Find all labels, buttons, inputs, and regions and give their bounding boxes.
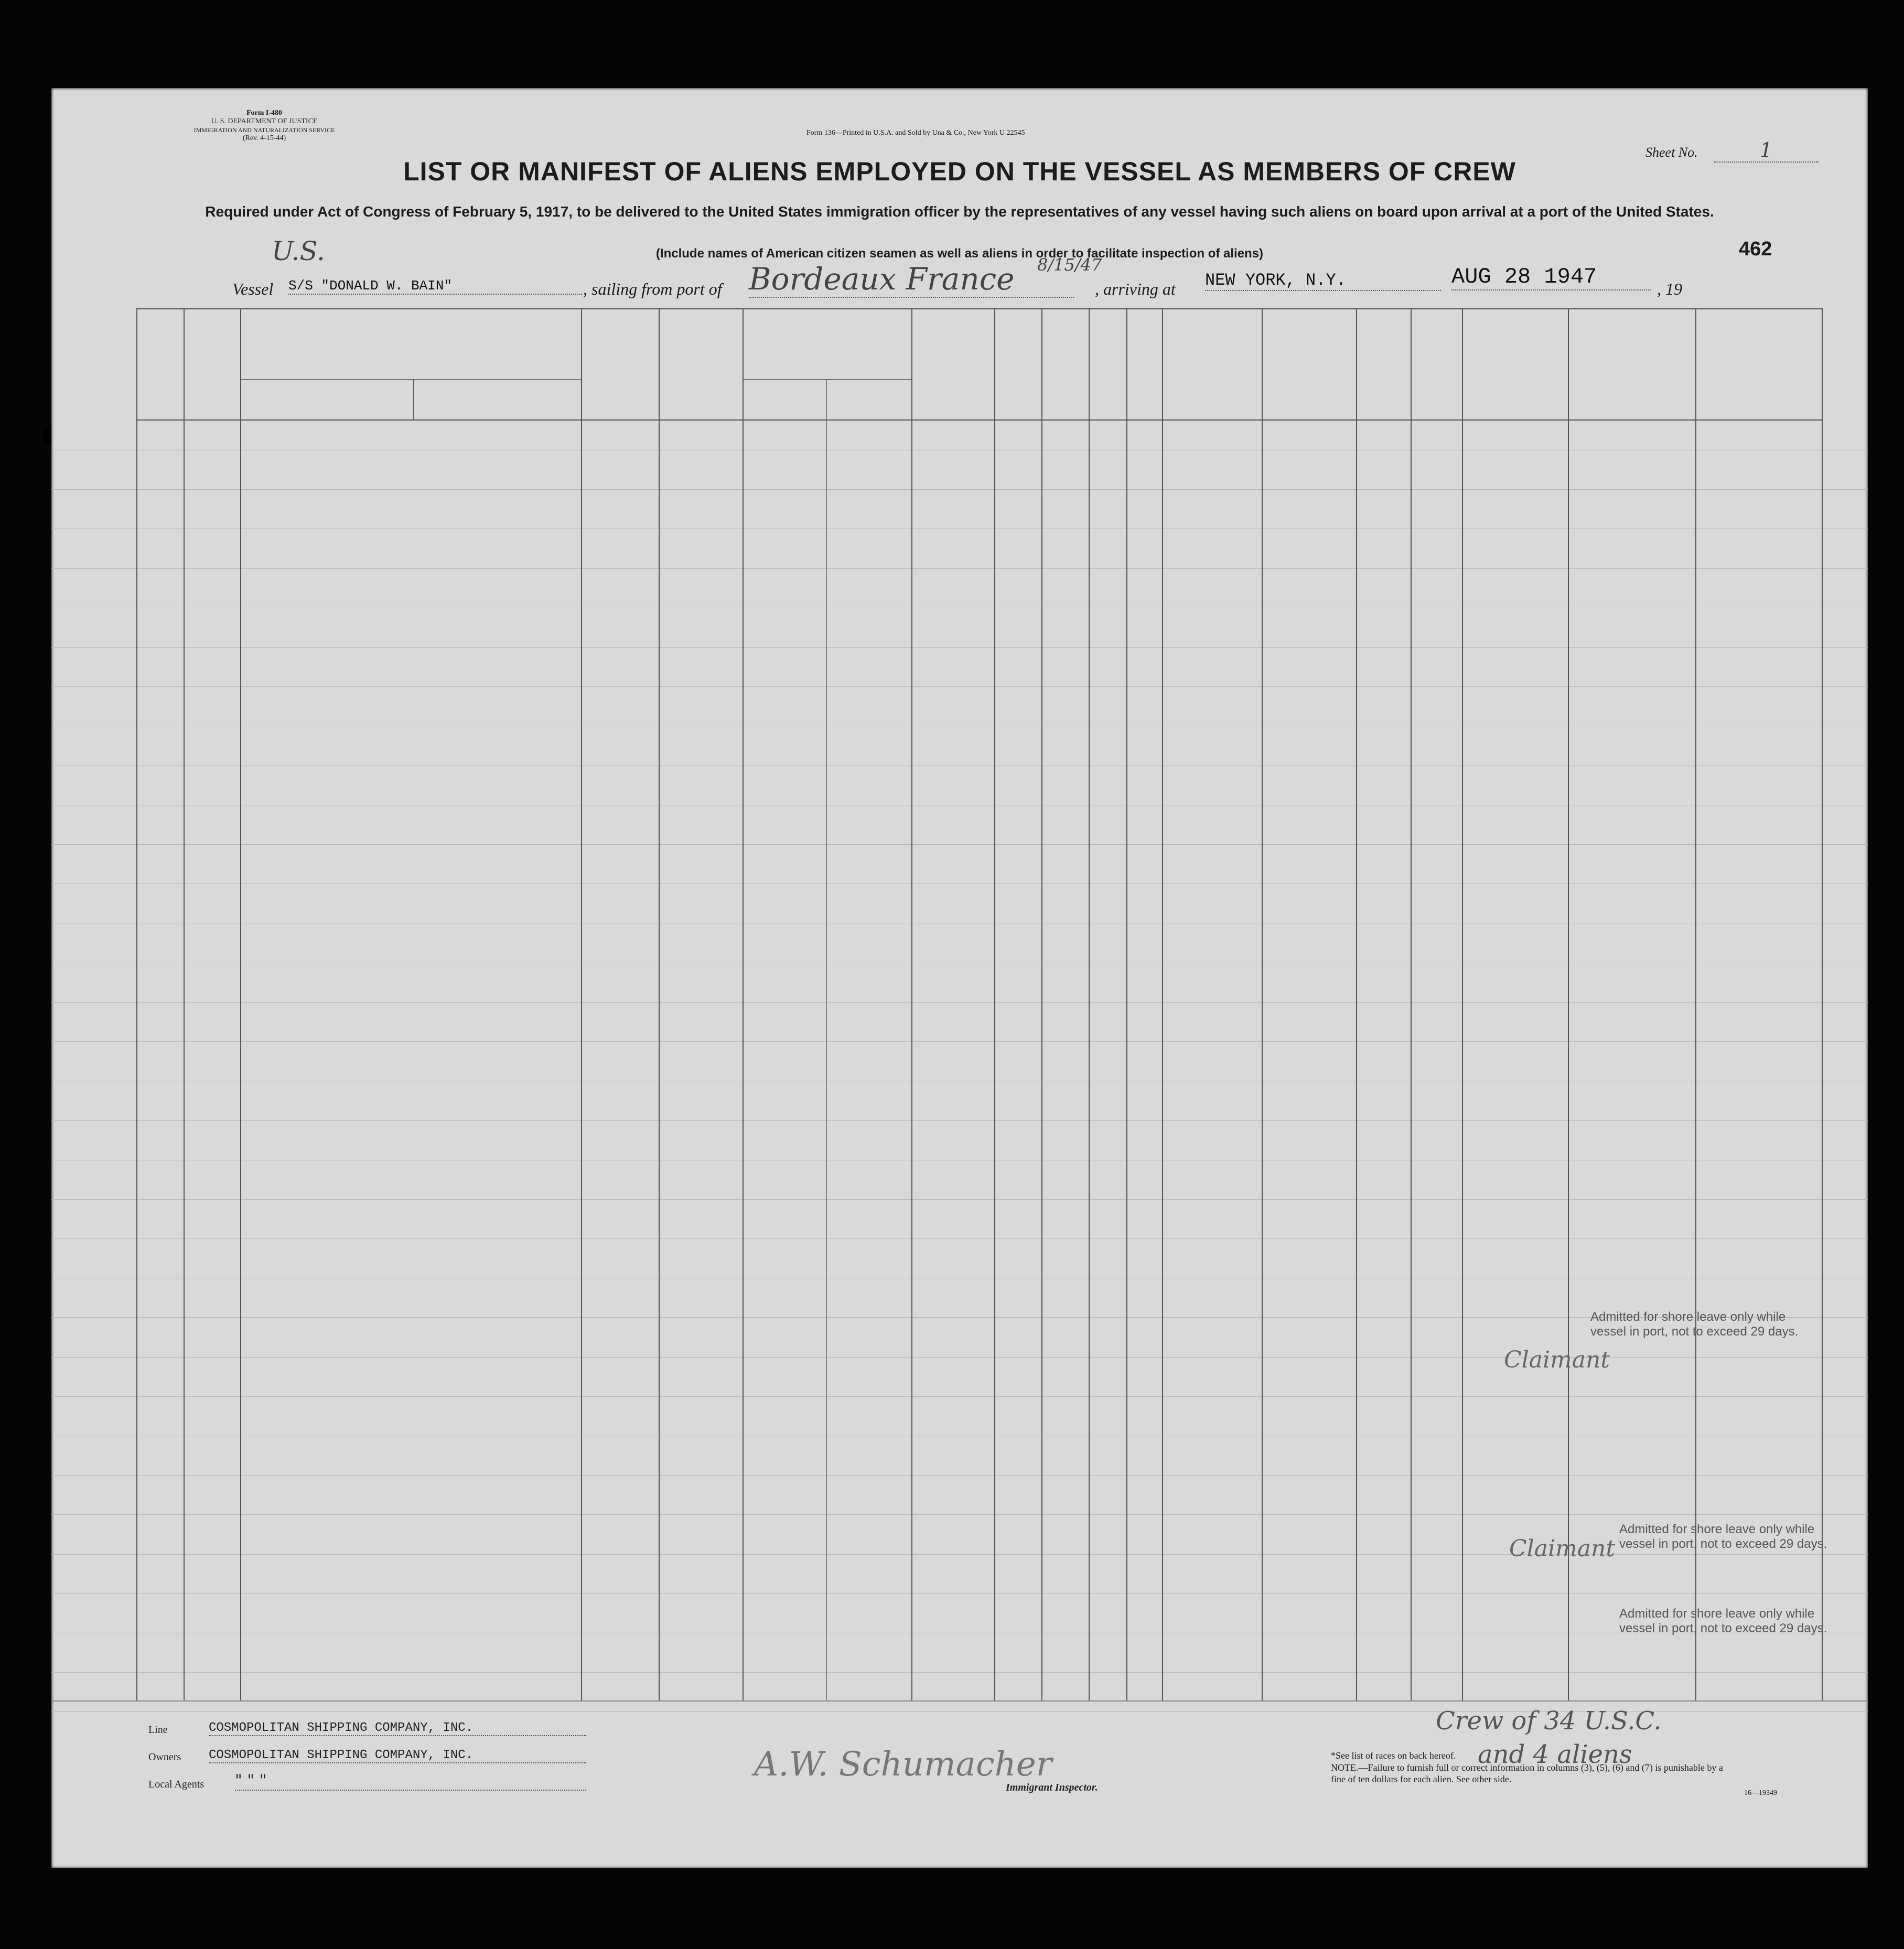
column-line xyxy=(581,308,582,1700)
column-line xyxy=(184,308,185,1700)
line-label: Line xyxy=(148,1724,168,1736)
column-line xyxy=(1089,308,1090,1700)
column-line xyxy=(1262,308,1263,1700)
name-subheader-line xyxy=(240,379,581,380)
column-line xyxy=(1411,308,1412,1700)
owners-value: COSMOPOLITAN SHIPPING COMPANY, INC. xyxy=(209,1748,586,1763)
ruled-line xyxy=(51,686,1868,687)
ruled-line xyxy=(51,1120,1868,1121)
arriving-label: , arriving at xyxy=(1095,279,1176,298)
page-number: 462 xyxy=(1739,238,1772,260)
ruled-line xyxy=(51,1041,1868,1042)
ruled-line xyxy=(51,1475,1868,1476)
port-from: Bordeaux France xyxy=(749,261,1074,298)
crew-count-note: and 4 aliens xyxy=(1478,1740,1632,1769)
line-value: COSMOPOLITAN SHIPPING COMPANY, INC. xyxy=(209,1721,586,1736)
column-line xyxy=(1126,308,1127,1700)
ruled-line xyxy=(51,568,1868,569)
printer-note: Form 136—Printed in U.S.A. and Sold by Una & Co., New York U 22545 xyxy=(806,129,1025,137)
arriving-port: NEW YORK, N.Y. xyxy=(1205,271,1441,291)
ruled-line xyxy=(51,1396,1868,1397)
include-note: (Include names of American citizen seamen as well as aliens in order to facilitate inspection of aliens) xyxy=(655,246,1264,261)
shore-leave-stamp: Admitted for shore leave only while vessel in port, not to exceed 29 days. xyxy=(1619,1522,1827,1551)
arrival-date-stamp: AUG 28 1947 xyxy=(1451,264,1651,290)
ruled-line xyxy=(51,1672,1868,1673)
crew-table xyxy=(51,88,1868,1868)
service-name: IMMIGRATION AND NATURALIZATION SERVICE xyxy=(193,126,335,134)
ruled-line xyxy=(51,844,1868,845)
column-line xyxy=(136,308,137,1700)
agents-value: " " " xyxy=(235,1771,586,1791)
form-code: 16—19349 xyxy=(1744,1789,1777,1797)
column-line xyxy=(1695,308,1696,1700)
table-top-line xyxy=(136,308,1822,309)
sailing-label: , sailing from port of xyxy=(583,279,722,298)
department: U. S. DEPARTMENT OF JUSTICE xyxy=(211,117,318,125)
ruled-line xyxy=(51,1514,1868,1515)
shipped-divider xyxy=(826,379,827,1700)
vessel-name: S/S "DONALD W. BAIN" xyxy=(288,278,582,295)
races-note: *See list of races on back hereof. xyxy=(1331,1750,1456,1761)
crew-count-note: Crew of 34 U.S.C. xyxy=(1436,1706,1662,1736)
header-bottom-line xyxy=(136,419,1822,421)
ruled-line xyxy=(51,489,1868,490)
claimant-mark: Claimant xyxy=(1504,1347,1610,1373)
shore-leave-stamp: Admitted for shore leave only while vessel in port, not to exceed 29 days. xyxy=(1590,1310,1799,1339)
year-label: , 19 xyxy=(1657,279,1682,298)
shore-leave-stamp: Admitted for shore leave only while vessel in port, not to exceed 29 days. xyxy=(1619,1607,1827,1635)
column-line xyxy=(1041,308,1042,1700)
column-line xyxy=(1462,308,1463,1700)
form-number: Form I-480 xyxy=(246,109,283,117)
vessel-label: Vessel xyxy=(232,279,274,298)
column-line xyxy=(240,308,241,1700)
revision: (Rev. 4-15-44) xyxy=(242,134,286,142)
agents-label: Local Agents xyxy=(148,1779,205,1790)
manifest-sheet xyxy=(51,88,1868,1868)
us-mark: U.S. xyxy=(272,236,325,266)
column-line xyxy=(659,308,660,1700)
ruled-line xyxy=(51,647,1868,648)
column-line xyxy=(1162,308,1163,1700)
sheet-no: 1 xyxy=(1714,138,1819,163)
inspector-signature: A.W. Schumacher xyxy=(754,1745,1052,1784)
column-line xyxy=(911,308,912,1700)
inspector-label: Immigrant Inspector. xyxy=(1006,1782,1098,1793)
ruled-line xyxy=(51,1002,1868,1003)
column-line xyxy=(1356,308,1357,1700)
owners-label: Owners xyxy=(148,1751,181,1763)
ruled-line xyxy=(51,1593,1868,1594)
sheet-no-label: Sheet No. xyxy=(1645,145,1698,160)
column-line xyxy=(1568,308,1569,1700)
column-line xyxy=(743,308,744,1700)
manifest-title: LIST OR MANIFEST OF ALIENS EMPLOYED ON THE VESSEL AS MEMBERS OF CREW xyxy=(403,157,1516,186)
claimant-mark: Claimant xyxy=(1509,1535,1616,1562)
required-statement: Required under Act of Congress of February 5, 1917, to be delivered to the United States immigration officer by the representatives of any vessel having such aliens on board upon arrival at a port of the United States. xyxy=(205,203,1714,220)
penalty-note: NOTE.—Failure to furnish full or correct information in columns (3), (5), (6) and (7) is punishable by a fine of ten dollars for each alien. See other side. xyxy=(1331,1762,1723,1784)
name-divider xyxy=(413,379,414,419)
column-line xyxy=(1822,308,1823,1700)
shipped-subheader-line xyxy=(743,379,911,380)
column-line xyxy=(994,308,995,1700)
date-mark: 8/15/47 xyxy=(1037,255,1102,275)
ruled-line xyxy=(51,1199,1868,1200)
